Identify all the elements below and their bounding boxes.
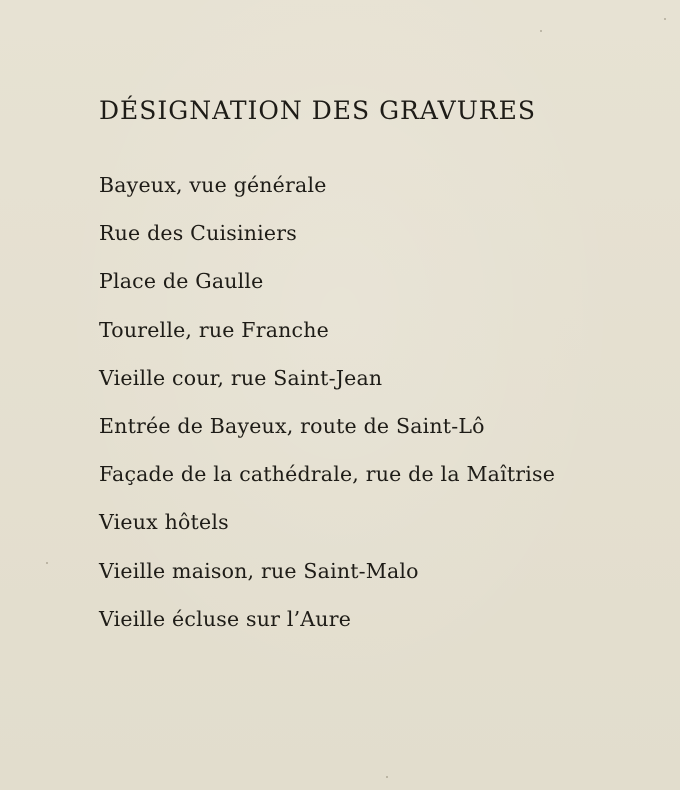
list-item: Vieille écluse sur l’Aure <box>99 606 352 631</box>
list-item: Tourelle, rue Franche <box>99 317 329 342</box>
list-item: Façade de la cathédrale, rue de la Maîtrise <box>99 462 556 487</box>
list-item: Place de Gaulle <box>99 269 264 294</box>
list-item: Vieux hôtels <box>99 510 229 535</box>
list-item: Rue des Cuisiniers <box>99 221 297 246</box>
list-item: Vieille maison, rue Saint-Malo <box>99 558 419 583</box>
paper-speck <box>46 562 48 564</box>
page-title: DÉSIGNATION DES GRAVURES <box>99 96 536 125</box>
list-item: Entrée de Bayeux, route de Saint-Lô <box>99 413 485 438</box>
list-item: Vieille cour, rue Saint-Jean <box>99 365 383 390</box>
paper-speck <box>386 776 388 778</box>
engravings-list <box>99 167 555 649</box>
list-item: Bayeux, vue générale <box>99 173 327 197</box>
paper-speck <box>664 18 666 20</box>
paper-speck <box>540 30 542 32</box>
